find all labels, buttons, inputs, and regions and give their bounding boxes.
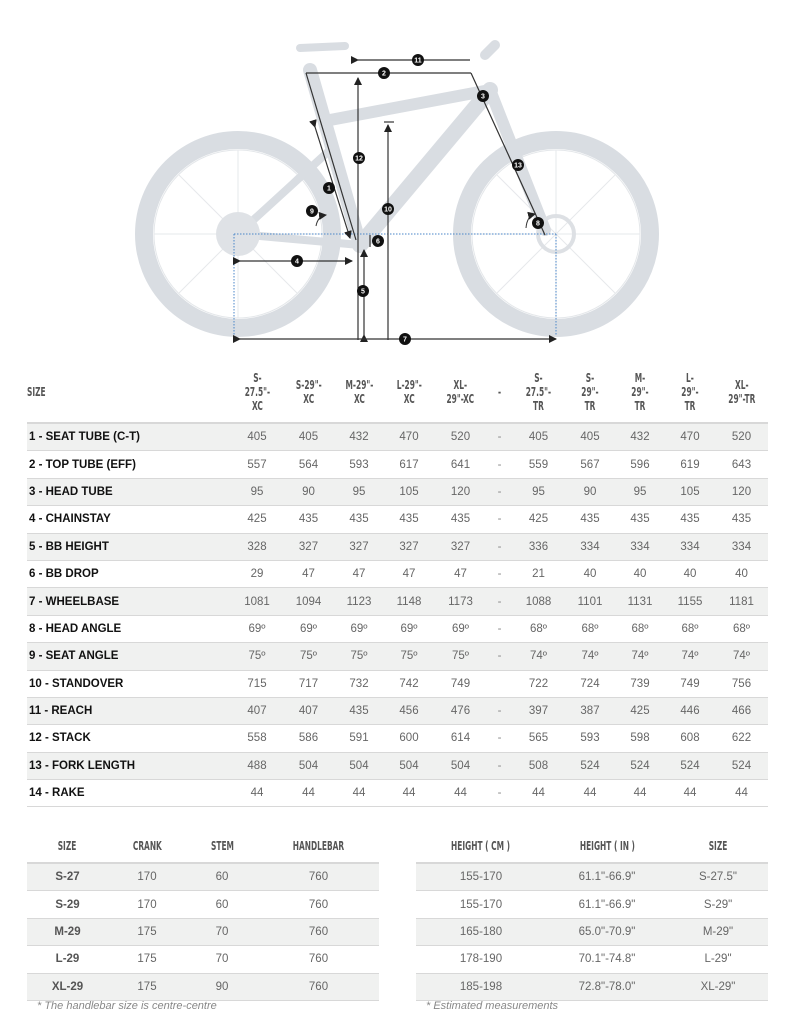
measurement-value: 44 — [434, 780, 487, 807]
measurement-value: 95 — [231, 478, 283, 505]
measurement-value: 567 — [565, 451, 615, 478]
measurement-value: 432 — [615, 423, 665, 451]
geometry-row — [27, 533, 768, 560]
geometry-row — [27, 752, 768, 779]
separator-cell: - — [487, 615, 512, 642]
measurement-value: 74º — [615, 643, 665, 670]
size-cell: M-29" — [668, 918, 768, 945]
measurement-value: 327 — [283, 533, 334, 560]
measurement-value: 74º — [665, 643, 715, 670]
callout-2 — [378, 67, 390, 79]
geometry-row — [27, 478, 768, 505]
measurement-value: 44 — [512, 780, 565, 807]
svg-text:8: 8 — [536, 220, 540, 228]
callout-6 — [372, 235, 384, 247]
components-header-row — [27, 830, 379, 863]
measurement-value: 44 — [283, 780, 334, 807]
fit-row — [416, 891, 768, 918]
measurement-value: 524 — [615, 752, 665, 779]
measurement-label: 11 - REACH — [27, 697, 231, 724]
measurement-value: 435 — [434, 506, 487, 533]
measurement-value: 643 — [715, 451, 768, 478]
measurement-value: 1181 — [715, 588, 768, 615]
size-cell: XL-29" — [668, 973, 768, 1000]
measurement-value: 432 — [334, 423, 384, 451]
measurement-value: 717 — [283, 670, 334, 697]
svg-text:12: 12 — [355, 155, 363, 163]
measurement-value: 749 — [434, 670, 487, 697]
height-in-cell: 61.1"-66.9" — [546, 863, 668, 891]
measurement-value: 75º — [384, 643, 434, 670]
measurement-label: 8 - HEAD ANGLE — [27, 615, 231, 642]
measurement-value: 407 — [231, 697, 283, 724]
col-header-height-in: HEIGHT ( IN ) — [579, 839, 635, 853]
components-row — [27, 863, 379, 891]
measurement-value: 456 — [384, 697, 434, 724]
measurement-value: 47 — [384, 560, 434, 587]
separator-cell: - — [487, 643, 512, 670]
geometry-row — [27, 560, 768, 587]
geometry-row — [27, 423, 768, 451]
measurement-value: 557 — [231, 451, 283, 478]
measurement-value: 68º — [512, 615, 565, 642]
crank-cell: 170 — [108, 863, 186, 891]
measurement-value: 1094 — [283, 588, 334, 615]
measurement-value: 598 — [615, 725, 665, 752]
callout-1 — [323, 182, 335, 194]
size-cell: XL-29 — [27, 973, 108, 1000]
measurement-label: 12 - STACK — [27, 725, 231, 752]
measurement-value: 1123 — [334, 588, 384, 615]
measurement-value: 435 — [615, 506, 665, 533]
callout-13 — [512, 159, 524, 171]
measurement-value: 44 — [231, 780, 283, 807]
height-cm-cell: 155-170 — [416, 891, 546, 918]
separator-cell: - — [487, 533, 512, 560]
height-in-cell: 70.1"-74.8" — [546, 946, 668, 973]
measurement-value: 435 — [334, 506, 384, 533]
height-in-cell: 72.8"-78.0" — [546, 973, 668, 1000]
measurement-value: 74º — [565, 643, 615, 670]
measurement-value: 68º — [665, 615, 715, 642]
height-cm-cell: 155-170 — [416, 863, 546, 891]
measurement-value: 44 — [615, 780, 665, 807]
svg-text:7: 7 — [403, 336, 407, 344]
measurement-value: 1101 — [565, 588, 615, 615]
separator-cell: - — [487, 725, 512, 752]
height-cm-cell: 178-190 — [416, 946, 546, 973]
size-cell: M-29 — [27, 918, 108, 945]
measurement-value: 40 — [565, 560, 615, 587]
col-header: S- 29"- TR — [581, 371, 599, 413]
geometry-row — [27, 506, 768, 533]
measurement-value: 446 — [665, 697, 715, 724]
measurement-value: 75º — [434, 643, 487, 670]
geometry-row — [27, 725, 768, 752]
rider-height-table — [416, 830, 768, 1001]
geometry-header-size: SIZE — [27, 385, 46, 399]
measurement-value: 334 — [715, 533, 768, 560]
separator-cell — [487, 670, 512, 697]
size-cell: S-27 — [27, 863, 108, 891]
handlebar-cell: 760 — [258, 863, 379, 891]
measurement-label: 2 - TOP TUBE (EFF) — [27, 451, 231, 478]
measurement-value: 334 — [665, 533, 715, 560]
measurement-value: 105 — [384, 478, 434, 505]
measurement-value: 44 — [715, 780, 768, 807]
size-cell: L-29" — [668, 946, 768, 973]
measurement-value: 435 — [384, 506, 434, 533]
col-header-size: SIZE — [708, 839, 728, 853]
measurement-value: 328 — [231, 533, 283, 560]
svg-text:13: 13 — [514, 162, 522, 170]
measurement-value: 40 — [715, 560, 768, 587]
geometry-row — [27, 588, 768, 615]
geometry-header-row — [27, 362, 768, 423]
measurement-value: 405 — [565, 423, 615, 451]
measurement-value: 1148 — [384, 588, 434, 615]
svg-text:6: 6 — [376, 238, 380, 246]
handlebar-cell: 760 — [258, 973, 379, 1000]
separator-cell: - — [487, 506, 512, 533]
components-table — [27, 830, 379, 1001]
svg-text:11: 11 — [414, 57, 422, 65]
measurement-value: 732 — [334, 670, 384, 697]
col-header: M- 29"- TR — [631, 371, 649, 413]
fit-row — [416, 918, 768, 945]
fit-header-row — [416, 830, 768, 863]
col-header-stem: STEM — [210, 839, 234, 853]
measurement-value: 586 — [283, 725, 334, 752]
col-header: L- 29"- TR — [681, 371, 699, 413]
measurement-value: 619 — [665, 451, 715, 478]
measurement-value: 327 — [334, 533, 384, 560]
callout-7 — [399, 333, 411, 345]
stem-cell: 70 — [186, 918, 258, 945]
measurement-value: 75º — [334, 643, 384, 670]
measurement-value: 74º — [512, 643, 565, 670]
measurement-value: 593 — [565, 725, 615, 752]
measurement-label: 10 - STANDOVER — [27, 670, 231, 697]
svg-text:10: 10 — [384, 206, 392, 214]
stem-cell: 60 — [186, 891, 258, 918]
measurement-value: 95 — [334, 478, 384, 505]
measurement-value: 47 — [434, 560, 487, 587]
callout-10 — [382, 203, 394, 215]
col-header: L-29"- XC — [396, 378, 422, 406]
geometry-row — [27, 615, 768, 642]
measurement-value: 405 — [231, 423, 283, 451]
measurement-value: 387 — [565, 697, 615, 724]
measurement-value: 40 — [615, 560, 665, 587]
col-header: S-29"- XC — [295, 378, 322, 406]
measurement-value: 425 — [231, 506, 283, 533]
components-row — [27, 973, 379, 1000]
measurement-label: 7 - WHEELBASE — [27, 588, 231, 615]
svg-text:3: 3 — [481, 93, 485, 101]
estimated-note: * Estimated measurements — [426, 1000, 559, 1012]
size-cell: L-29 — [27, 946, 108, 973]
measurement-value: 69º — [434, 615, 487, 642]
measurement-value: 617 — [384, 451, 434, 478]
measurement-value: 488 — [231, 752, 283, 779]
measurement-value: 756 — [715, 670, 768, 697]
measurement-value: 435 — [715, 506, 768, 533]
svg-text:4: 4 — [295, 258, 299, 266]
fit-row — [416, 863, 768, 891]
stem-cell: 60 — [186, 863, 258, 891]
components-row — [27, 891, 379, 918]
separator-cell: - — [487, 560, 512, 587]
measurement-value: 44 — [384, 780, 434, 807]
measurement-value: 334 — [565, 533, 615, 560]
measurement-value: 524 — [715, 752, 768, 779]
measurement-value: 1081 — [231, 588, 283, 615]
height-cm-cell: 185-198 — [416, 973, 546, 1000]
measurement-value: 476 — [434, 697, 487, 724]
measurement-label: 14 - RAKE — [27, 780, 231, 807]
measurement-value: 504 — [384, 752, 434, 779]
geometry-row — [27, 697, 768, 724]
measurement-value: 524 — [665, 752, 715, 779]
measurement-value: 614 — [434, 725, 487, 752]
measurement-value: 44 — [665, 780, 715, 807]
bike-silhouette — [144, 45, 650, 328]
col-header: S- 27.5"- TR — [525, 371, 552, 413]
measurement-value: 40 — [665, 560, 715, 587]
bike-geometry-diagram — [0, 0, 789, 360]
measurement-value: 504 — [283, 752, 334, 779]
svg-text:2: 2 — [382, 70, 386, 78]
measurement-value: 47 — [334, 560, 384, 587]
crank-cell: 175 — [108, 973, 186, 1000]
measurement-value: 21 — [512, 560, 565, 587]
measurement-value: 425 — [512, 506, 565, 533]
stem-cell: 70 — [186, 946, 258, 973]
measurement-value: 508 — [512, 752, 565, 779]
measurement-value: 435 — [565, 506, 615, 533]
measurement-value: 622 — [715, 725, 768, 752]
fit-row — [416, 946, 768, 973]
measurement-value: 75º — [231, 643, 283, 670]
measurement-value: 68º — [715, 615, 768, 642]
measurement-value: 69º — [231, 615, 283, 642]
geometry-row — [27, 643, 768, 670]
measurement-value: 120 — [434, 478, 487, 505]
measurement-value: 407 — [283, 697, 334, 724]
handlebar-cell: 760 — [258, 891, 379, 918]
measurement-value: 95 — [615, 478, 665, 505]
measurement-value: 69º — [384, 615, 434, 642]
measurement-value: 90 — [565, 478, 615, 505]
geometry-row — [27, 670, 768, 697]
measurement-value: 608 — [665, 725, 715, 752]
measurement-value: 504 — [334, 752, 384, 779]
measurement-value: 600 — [384, 725, 434, 752]
measurement-value: 69º — [283, 615, 334, 642]
separator-cell: - — [487, 780, 512, 807]
measurement-value: 68º — [565, 615, 615, 642]
measurement-value: 1173 — [434, 588, 487, 615]
measurement-value: 1088 — [512, 588, 565, 615]
measurement-value: 739 — [615, 670, 665, 697]
height-cm-cell: 165-180 — [416, 918, 546, 945]
measurement-value: 425 — [615, 697, 665, 724]
svg-text:1: 1 — [327, 185, 331, 193]
svg-text:5: 5 — [361, 288, 365, 296]
separator-cell: - — [487, 697, 512, 724]
handlebar-note: * The handlebar size is centre-centre — [37, 1000, 217, 1012]
measurement-value: 564 — [283, 451, 334, 478]
measurement-value: 749 — [665, 670, 715, 697]
height-in-cell: 65.0"-70.9" — [546, 918, 668, 945]
measurement-value: 641 — [434, 451, 487, 478]
separator-cell: - — [487, 588, 512, 615]
measurement-value: 722 — [512, 670, 565, 697]
handlebar-cell: 760 — [258, 918, 379, 945]
measurement-value: 593 — [334, 451, 384, 478]
components-row — [27, 918, 379, 945]
callout-9 — [306, 205, 318, 217]
col-header-height-cm: HEIGHT ( CM ) — [451, 839, 511, 853]
measurement-value: 1155 — [665, 588, 715, 615]
callout-8 — [532, 217, 544, 229]
measurement-value: 524 — [565, 752, 615, 779]
geometry-table — [27, 362, 768, 807]
col-header: XL- 29"-XC — [446, 378, 475, 406]
measurement-value: 558 — [231, 725, 283, 752]
measurement-value: 1131 — [615, 588, 665, 615]
measurement-value: 327 — [434, 533, 487, 560]
geometry-row — [27, 780, 768, 807]
measurement-value: 596 — [615, 451, 665, 478]
stem-cell: 90 — [186, 973, 258, 1000]
col-header-handlebar: HANDLEBAR — [292, 839, 345, 853]
col-header-size: SIZE — [58, 839, 77, 853]
measurement-value: 504 — [434, 752, 487, 779]
measurement-value: 742 — [384, 670, 434, 697]
fit-row — [416, 973, 768, 1000]
col-header-separator: - — [497, 385, 502, 399]
crank-cell: 170 — [108, 891, 186, 918]
measurement-value: 334 — [615, 533, 665, 560]
measurement-value: 47 — [283, 560, 334, 587]
measurement-value: 29 — [231, 560, 283, 587]
callout-3 — [477, 90, 489, 102]
svg-text:9: 9 — [310, 208, 314, 216]
col-header: S- 27.5"- XC — [244, 371, 270, 413]
measurement-label: 9 - SEAT ANGLE — [27, 643, 231, 670]
measurement-value: 591 — [334, 725, 384, 752]
size-cell: S-27.5" — [668, 863, 768, 891]
callout-11 — [412, 54, 424, 66]
col-header: M-29"- XC — [345, 378, 373, 406]
geometry-row — [27, 451, 768, 478]
measurement-value: 715 — [231, 670, 283, 697]
measurement-value: 435 — [334, 697, 384, 724]
measurement-value: 470 — [384, 423, 434, 451]
crank-cell: 175 — [108, 946, 186, 973]
measurement-value: 95 — [512, 478, 565, 505]
separator-cell: - — [487, 451, 512, 478]
handlebar-cell: 760 — [258, 946, 379, 973]
measurement-label: 5 - BB HEIGHT — [27, 533, 231, 560]
measurement-value: 435 — [665, 506, 715, 533]
measurement-label: 13 - FORK LENGTH — [27, 752, 231, 779]
measurement-value: 520 — [715, 423, 768, 451]
callout-5 — [357, 285, 369, 297]
measurement-value: 327 — [384, 533, 434, 560]
measurement-value: 44 — [565, 780, 615, 807]
measurement-value: 559 — [512, 451, 565, 478]
measurement-value: 44 — [334, 780, 384, 807]
measurement-value: 90 — [283, 478, 334, 505]
measurement-value: 435 — [283, 506, 334, 533]
measurement-value: 69º — [334, 615, 384, 642]
measurement-value: 565 — [512, 725, 565, 752]
measurement-value: 405 — [283, 423, 334, 451]
measurement-value: 336 — [512, 533, 565, 560]
measurement-value: 68º — [615, 615, 665, 642]
components-row — [27, 946, 379, 973]
col-header: XL- 29"-TR — [727, 378, 756, 406]
measurement-value: 724 — [565, 670, 615, 697]
col-header-crank: CRANK — [132, 839, 162, 853]
separator-cell: - — [487, 478, 512, 505]
measurement-label: 1 - SEAT TUBE (C-T) — [27, 423, 231, 451]
measurement-value: 405 — [512, 423, 565, 451]
measurement-label: 4 - CHAINSTAY — [27, 506, 231, 533]
callout-4 — [291, 255, 303, 267]
measurement-value: 74º — [715, 643, 768, 670]
measurement-label: 3 - HEAD TUBE — [27, 478, 231, 505]
measurement-value: 466 — [715, 697, 768, 724]
separator-cell: - — [487, 423, 512, 451]
height-in-cell: 61.1"-66.9" — [546, 891, 668, 918]
measurement-value: 397 — [512, 697, 565, 724]
callout-12 — [353, 152, 365, 164]
measurement-value: 520 — [434, 423, 487, 451]
measurement-value: 75º — [283, 643, 334, 670]
measurement-value: 105 — [665, 478, 715, 505]
measurement-label: 6 - BB DROP — [27, 560, 231, 587]
measurement-value: 470 — [665, 423, 715, 451]
size-cell: S-29 — [27, 891, 108, 918]
separator-cell: - — [487, 752, 512, 779]
measurement-value: 120 — [715, 478, 768, 505]
crank-cell: 175 — [108, 918, 186, 945]
size-cell: S-29" — [668, 891, 768, 918]
